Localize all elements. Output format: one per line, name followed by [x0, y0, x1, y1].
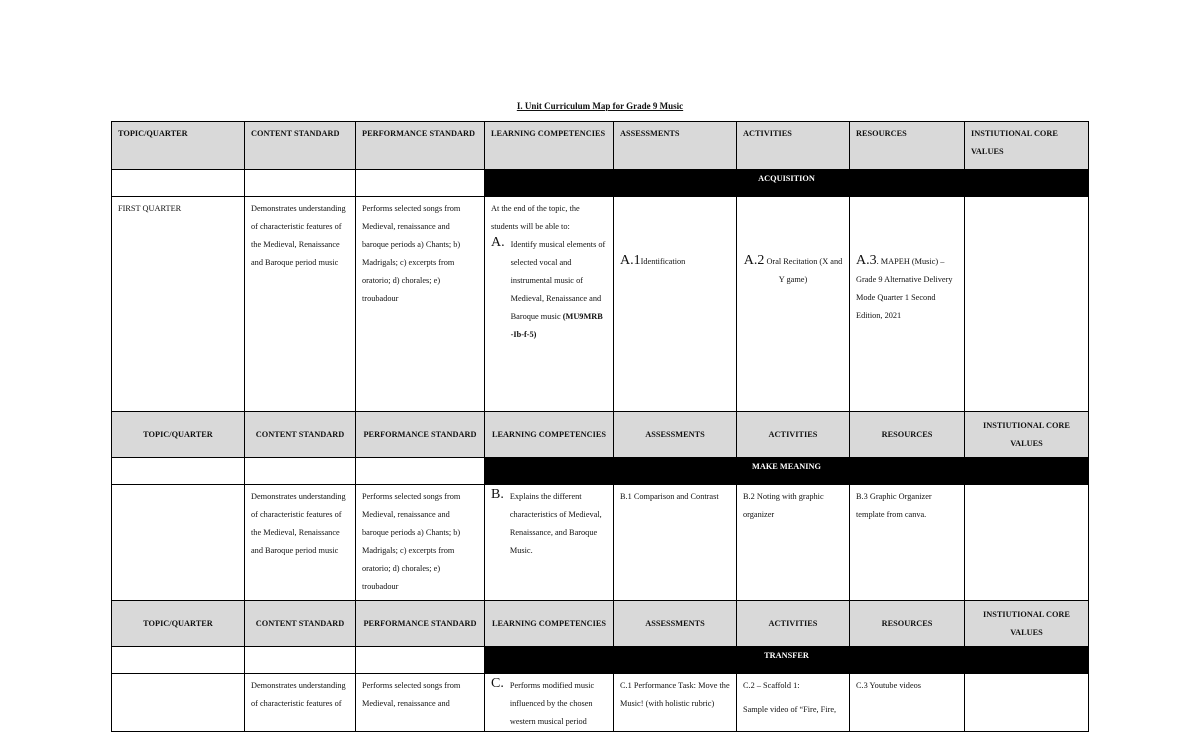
lc-text: Performs modified music influenced by the chosen western musical period — [509, 681, 595, 726]
header-performance-standard: PERFORMANCE STANDARD — [356, 601, 485, 647]
lc-letter: C. — [491, 676, 504, 691]
band-transfer: TRANSFER — [485, 647, 1089, 674]
header-resources: RESOURCES — [850, 122, 965, 170]
lc-item — [491, 488, 607, 560]
lc-text: Explains the different characteristics of Medieval, Renaissance, and Baroque Music. — [509, 492, 602, 555]
header-resources: RESOURCES — [850, 412, 965, 458]
activity-cell — [737, 197, 850, 412]
assessment-cell: C.1 Performance Task: Move the Music! (with holistic rubric) — [614, 674, 737, 732]
table-row — [112, 485, 1089, 601]
activity-code: A.2 — [743, 253, 765, 268]
activity-text: C.2 – Scaffold 1: — [743, 681, 800, 690]
assessment-cell: B.1 Comparison and Contrast — [614, 485, 737, 601]
header-content-standard: CONTENT STANDARD — [245, 122, 356, 170]
header-learning-competencies: LEARNING COMPETENCIES — [485, 122, 614, 170]
resource-text: . MAPEH (Music) – Grade 9 Alternative Delivery Mode Quarter 1 Second Edition, 2021 — [856, 257, 953, 320]
band-row — [112, 458, 1089, 485]
lc-item — [491, 236, 607, 344]
resource-code: A.3 — [856, 253, 877, 268]
assessment-cell — [614, 197, 737, 412]
header-row — [112, 601, 1089, 647]
header-core-values: INSTIUTIONAL CORE VALUES — [965, 601, 1089, 647]
header-learning-competencies: LEARNING COMPETENCIES — [485, 601, 614, 647]
activity-cell — [737, 674, 850, 732]
header-content-standard: CONTENT STANDARD — [245, 601, 356, 647]
band-make-meaning: MAKE MEANING — [485, 458, 1089, 485]
table-row — [112, 674, 1089, 732]
header-performance-standard: PERFORMANCE STANDARD — [356, 122, 485, 170]
header-topic: TOPIC/QUARTER — [112, 412, 245, 458]
header-activities: ACTIVITIES — [737, 601, 850, 647]
performance-standard-cell: Performs selected songs from Medieval, renaissance and baroque periods a) Chants; b) Madrigals; c) excerpts from oratorio; d) chorales; e) troubadour — [356, 485, 485, 601]
content-standard-cell: Demonstrates understanding of characteristic features of the Medieval, Renaissance and Baroque period music — [245, 485, 356, 601]
resource-cell — [850, 197, 965, 412]
header-activities: ACTIVITIES — [737, 412, 850, 458]
content-standard-cell: Demonstrates understanding of characteristic features of — [245, 674, 356, 732]
lc-text: Identify musical elements of selected vocal and instrumental music of Medieval, Renaissance and Baroque music — [510, 240, 606, 321]
table-row — [112, 197, 1089, 412]
resource-cell: B.3 Graphic Organizer template from canva. — [850, 485, 965, 601]
topic-cell — [112, 674, 245, 732]
lc-letter: B. — [491, 487, 504, 502]
resource-cell: C.3 Youtube videos — [850, 674, 965, 732]
lc-code: (MU9MRB -Ib-f-5) — [510, 312, 603, 339]
lc-intro: At the end of the topic, the students will be able to: — [491, 204, 580, 231]
header-learning-competencies: LEARNING COMPETENCIES — [485, 412, 614, 458]
header-topic: TOPIC/QUARTER — [112, 122, 245, 170]
curriculum-map-table — [111, 121, 1089, 732]
band-acquisition: ACQUISITION — [485, 170, 1089, 197]
content-standard-cell: Demonstrates understanding of characteristic features of the Medieval, Renaissance and Baroque period music — [245, 197, 356, 412]
document-title: I. Unit Curriculum Map for Grade 9 Music — [516, 101, 684, 111]
assessment-code: A.1 — [620, 253, 641, 268]
header-resources: RESOURCES — [850, 601, 965, 647]
topic-cell — [112, 485, 245, 601]
assessment-text: Identification — [640, 257, 686, 266]
header-topic: TOPIC/QUARTER — [112, 601, 245, 647]
lc-letter: A. — [491, 235, 505, 250]
activity-text-2: Sample video of “Fire, Fire, — [743, 705, 837, 714]
activity-text: Oral Recitation (X and Y game) — [766, 257, 843, 284]
header-assessments: ASSESSMENTS — [614, 412, 737, 458]
band-row — [112, 647, 1089, 674]
core-values-cell — [965, 674, 1089, 732]
header-row — [112, 412, 1089, 458]
header-performance-standard: PERFORMANCE STANDARD — [356, 412, 485, 458]
header-assessments: ASSESSMENTS — [614, 122, 737, 170]
header-activities: ACTIVITIES — [737, 122, 850, 170]
core-values-cell — [965, 485, 1089, 601]
band-row — [112, 170, 1089, 197]
performance-standard-cell: Performs selected songs from Medieval, renaissance and baroque periods a) Chants; b) Madrigals; c) excerpts from oratorio; d) chorales; e) troubadour — [356, 197, 485, 412]
header-row — [112, 122, 1089, 170]
topic-cell: FIRST QUARTER — [112, 197, 245, 412]
header-assessments: ASSESSMENTS — [614, 601, 737, 647]
learning-competency-cell — [485, 485, 614, 601]
learning-competency-cell — [485, 197, 614, 412]
header-core-values: INSTIUTIONAL CORE VALUES — [965, 122, 1089, 170]
learning-competency-cell — [485, 674, 614, 732]
core-values-cell — [965, 197, 1089, 412]
lc-item — [491, 677, 607, 731]
header-content-standard: CONTENT STANDARD — [245, 412, 356, 458]
performance-standard-cell: Performs selected songs from Medieval, renaissance and — [356, 674, 485, 732]
activity-cell: B.2 Noting with graphic organizer — [737, 485, 850, 601]
header-core-values: INSTIUTIONAL CORE VALUES — [965, 412, 1089, 458]
